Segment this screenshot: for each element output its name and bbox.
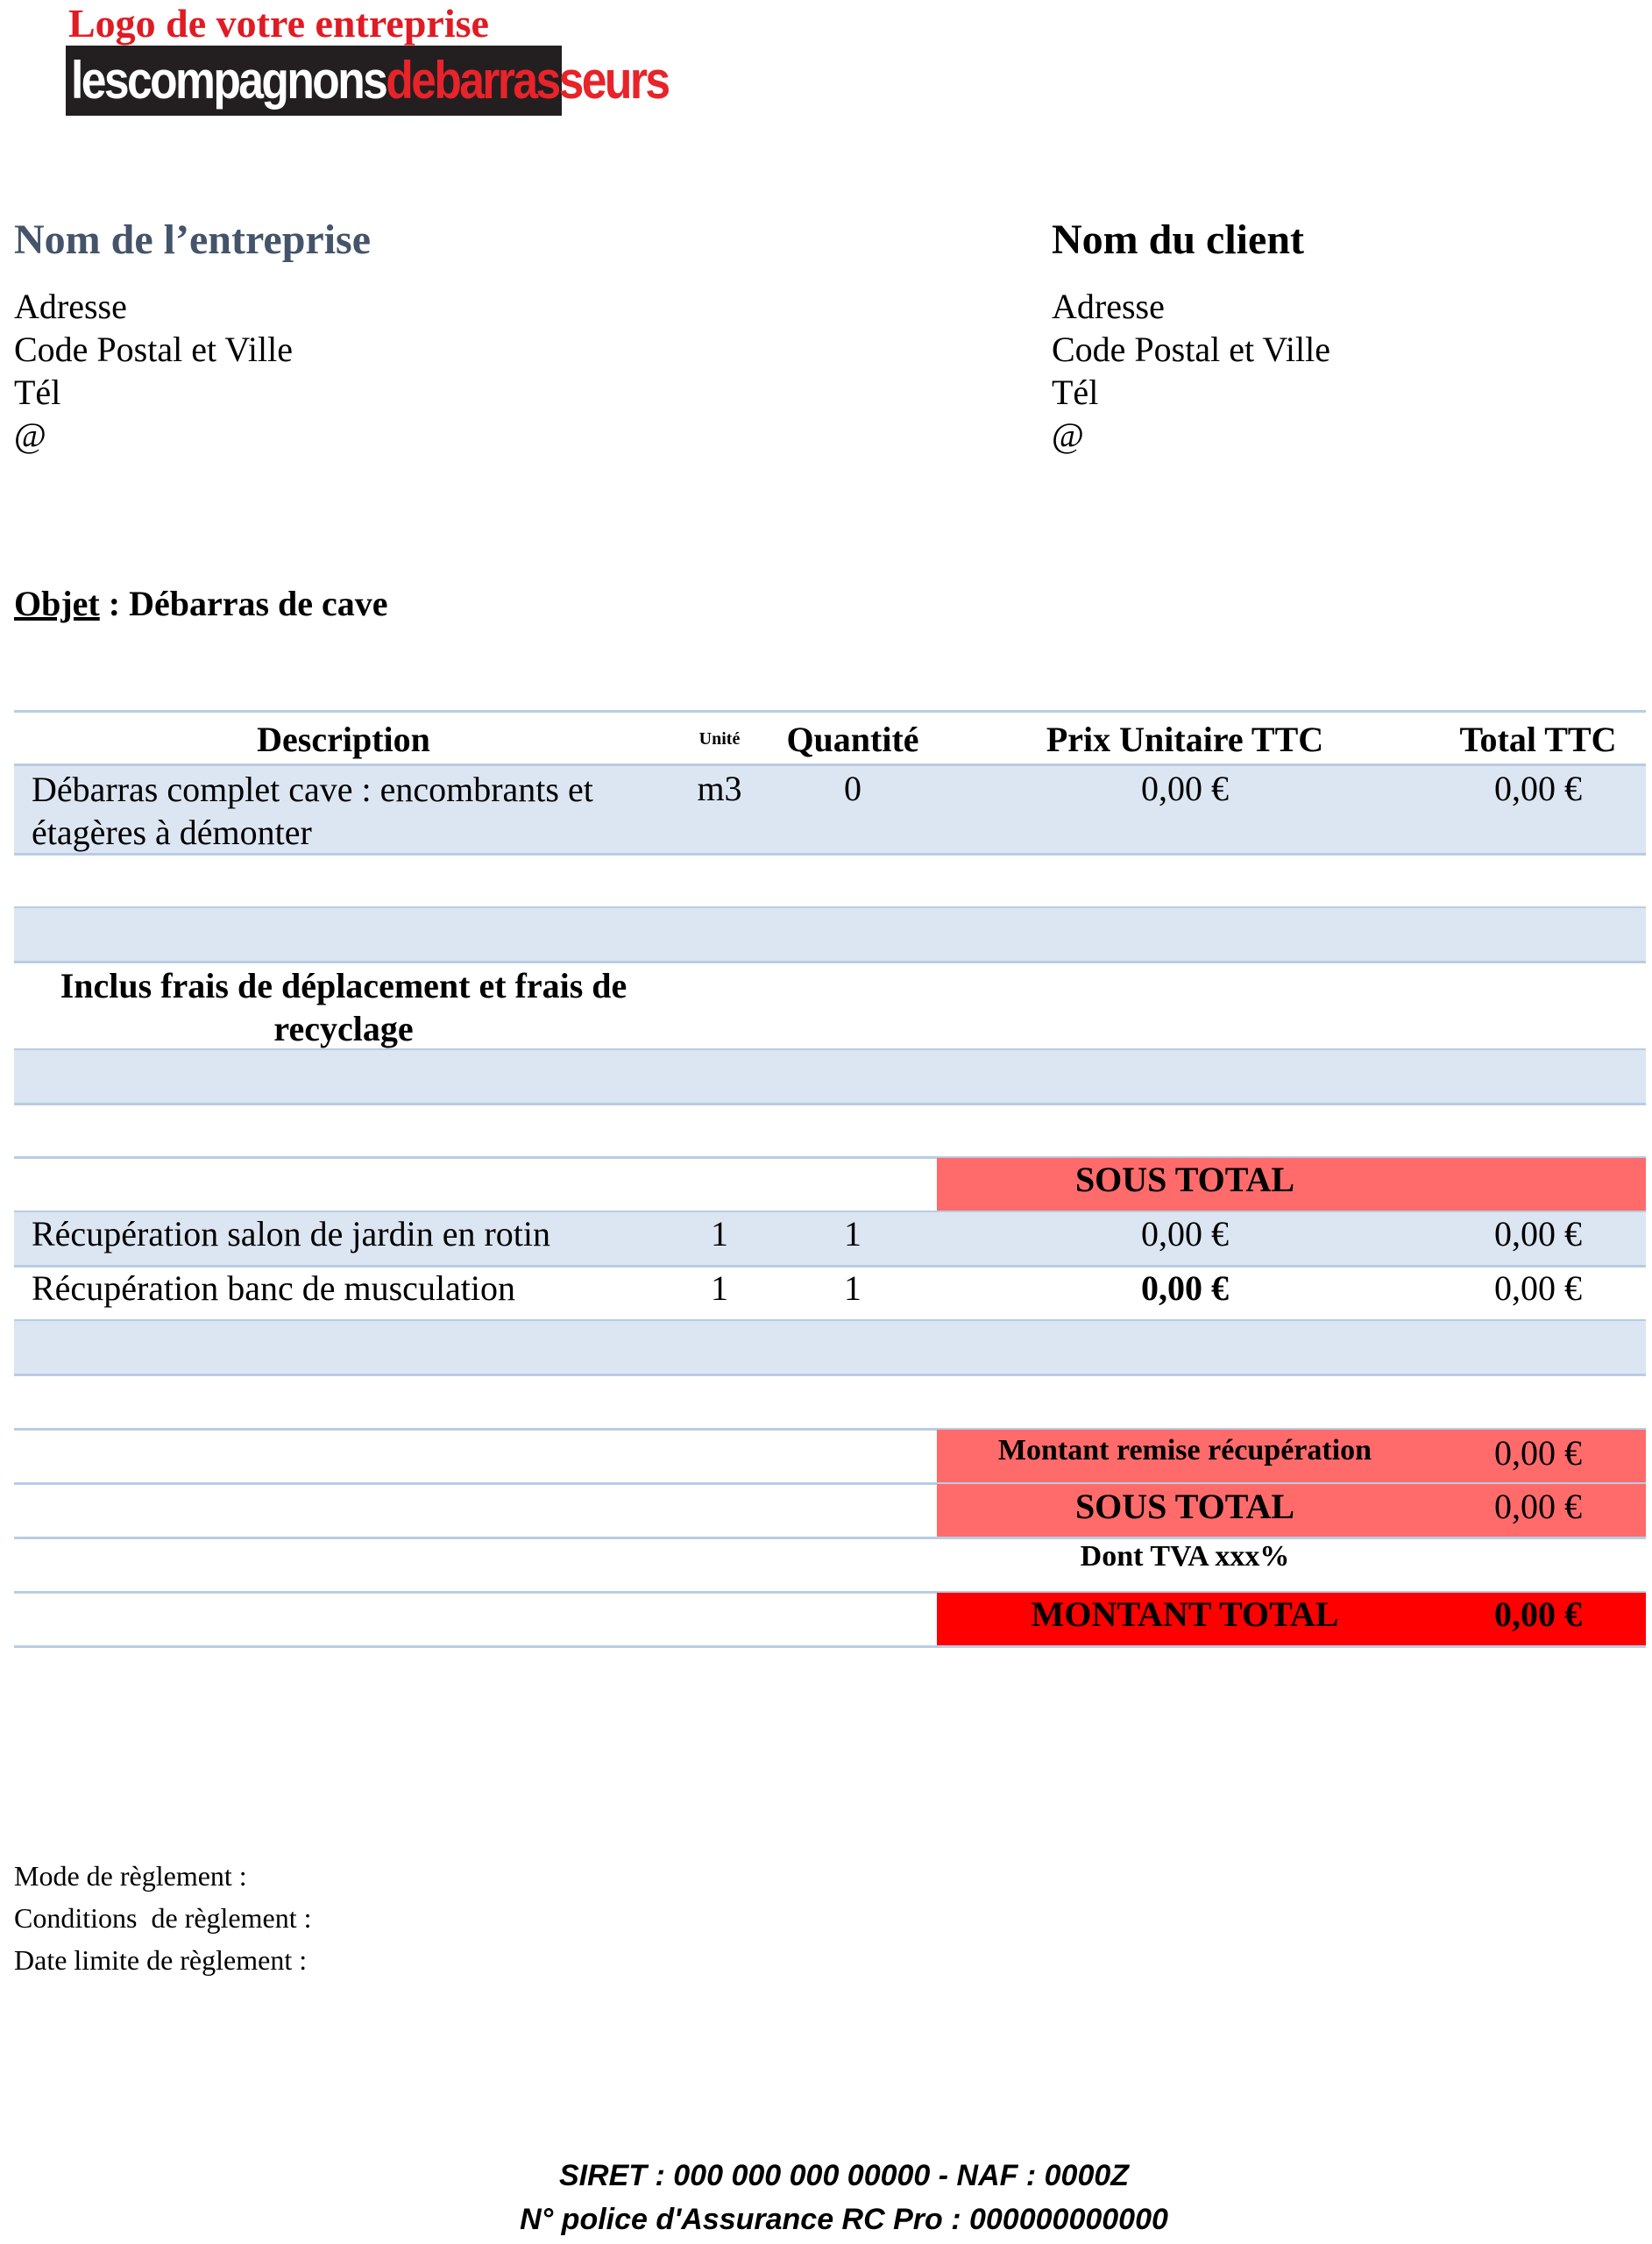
item-unit: m3 [697, 769, 742, 808]
header-unit-price: Prix Unitaire TTC [1046, 720, 1324, 759]
company-logo [66, 46, 765, 116]
client-city: Code Postal et Ville [1052, 330, 1330, 369]
recovery-unit: 1 [711, 1268, 728, 1308]
subject-value: Débarras de cave [129, 584, 388, 623]
table-row [14, 1321, 1646, 1374]
table-rule [14, 710, 1646, 713]
recovery-description: Récupération banc de musculation [32, 1268, 516, 1308]
item-total: 0,00 € [1494, 769, 1582, 808]
recovery-total: 0,00 € [1494, 1214, 1582, 1253]
recovery-description: Récupération salon de jardin en rotin [32, 1214, 551, 1253]
header-total: Total TTC [1459, 720, 1617, 759]
client-details [1052, 285, 1330, 457]
client-name: Nom du client [1052, 217, 1304, 263]
recovery-unit: 1 [711, 1214, 728, 1253]
client-phone: Tél [1052, 373, 1099, 412]
recovery-quantity: 1 [844, 1268, 861, 1308]
discount-value: 0,00 € [1494, 1433, 1582, 1473]
subtotal-header-label: SOUS TOTAL [1074, 1160, 1295, 1199]
company-name: Nom de l’entreprise [14, 217, 372, 263]
recovery-quantity: 1 [844, 1214, 861, 1253]
table-rule [14, 961, 1646, 963]
included-note [60, 964, 627, 1050]
company-city: Code Postal et Ville [14, 330, 293, 369]
grand-total-value: 0,00 € [1494, 1594, 1582, 1634]
logo-caption: Logo de votre entreprise [68, 1, 489, 46]
company-address: Adresse [14, 287, 127, 326]
included-note-line: Inclus frais de déplacement et frais de [60, 966, 627, 1005]
table-rule [14, 1103, 1646, 1105]
payment-deadline: Date limite de règlement : [14, 1944, 308, 1976]
company-details [14, 285, 293, 457]
subject-separator: : [99, 584, 130, 623]
table-rule [14, 1537, 1646, 1539]
payment-mode: Mode de règlement : [14, 1860, 247, 1892]
client-address: Adresse [1052, 287, 1165, 326]
footer-siret: SIRET : 000 000 000 00000 - NAF : 0000Z [558, 2159, 1130, 2192]
payment-conditions: Conditions de règlement : [14, 1902, 312, 1934]
discount-label: Montant remise récupération [997, 1434, 1372, 1466]
header-unit: Unité [698, 729, 741, 749]
subtotal-label: SOUS TOTAL [1074, 1487, 1295, 1526]
logo-text-part: compagnons [127, 51, 386, 110]
header-quantity: Quantité [786, 720, 919, 759]
table-row [14, 1050, 1646, 1103]
logo-text-part: .com [668, 51, 765, 110]
subtotal-value: 0,00 € [1494, 1487, 1582, 1526]
table-rule [14, 1645, 1646, 1648]
table-row [14, 908, 1646, 961]
recovery-unit-price: 0,00 € [1141, 1214, 1229, 1253]
item-quantity: 0 [844, 769, 861, 808]
subject-label: Objet [14, 584, 100, 623]
grand-total-label: MONTANT TOTAL [1031, 1594, 1339, 1634]
logo-text-part: les [71, 51, 128, 110]
item-description [32, 768, 593, 854]
table-rule [14, 853, 1646, 856]
item-description-line: Débarras complet cave : encombrants et [32, 770, 593, 809]
subject-line [14, 583, 388, 624]
item-unit-price: 0,00 € [1141, 769, 1229, 808]
client-email: @ [1052, 415, 1084, 455]
footer-insurance: N° police d'Assurance RC Pro : 000000000000 [520, 2203, 1168, 2236]
included-note-line: recyclage [273, 1009, 414, 1048]
table-rule [14, 763, 1646, 766]
company-phone: Tél [14, 373, 61, 412]
logo-text-part: debarrasseurs [386, 51, 669, 110]
table-rule [14, 1374, 1646, 1376]
item-description-line: étagères à démonter [32, 813, 312, 852]
header-description: Description [257, 720, 430, 759]
company-email: @ [14, 415, 46, 455]
recovery-unit-price: 0,00 € [1141, 1268, 1229, 1308]
vat-label: Dont TVA xxx% [1080, 1540, 1290, 1573]
recovery-total: 0,00 € [1494, 1268, 1582, 1308]
